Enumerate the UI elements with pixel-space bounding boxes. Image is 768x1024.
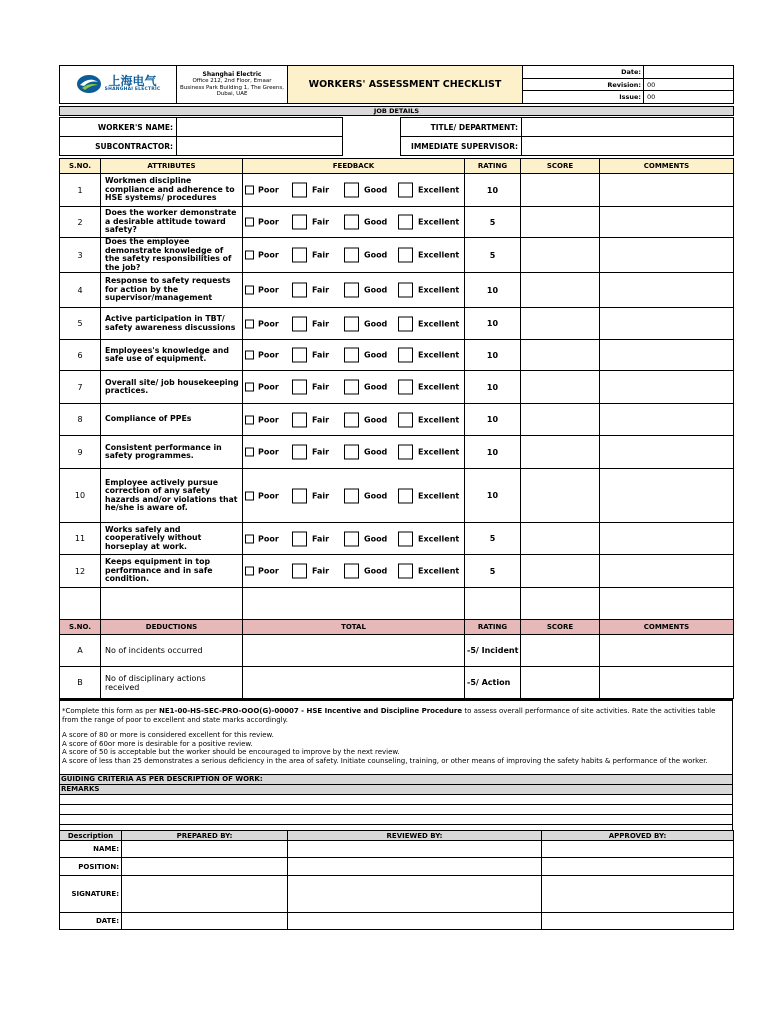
option-fair[interactable]: Fair xyxy=(292,215,329,230)
row-score-field[interactable] xyxy=(521,436,600,469)
row-sno: 12 xyxy=(60,555,101,588)
assessment-row xyxy=(60,436,734,469)
option-excellent[interactable]: Excellent xyxy=(398,283,459,298)
checkbox-fair-spacer[interactable] xyxy=(344,531,359,546)
deduction-comments-field[interactable] xyxy=(600,667,734,699)
row-comments-field[interactable] xyxy=(600,273,734,308)
row-feedback xyxy=(243,273,465,308)
option-fair[interactable]: Fair xyxy=(292,283,329,298)
row-attribute: Compliance of PPEs xyxy=(101,404,243,436)
option-poor[interactable]: Poor xyxy=(245,567,279,576)
row-score-field[interactable] xyxy=(521,308,600,340)
option-fair[interactable]: Fair xyxy=(292,316,329,331)
prepared-signature-field[interactable] xyxy=(122,876,288,913)
reviewed-date-field[interactable] xyxy=(288,913,542,930)
approved-by-header: APPROVED BY: xyxy=(542,831,734,841)
row-rating: 5 xyxy=(465,523,521,555)
row-comments-field[interactable] xyxy=(600,340,734,371)
row-comments-field[interactable] xyxy=(600,523,734,555)
checkbox-fair-spacer[interactable] xyxy=(344,316,359,331)
row-score-field[interactable] xyxy=(521,174,600,207)
checkbox-good-spacer[interactable] xyxy=(398,183,413,198)
checkbox-good-spacer[interactable] xyxy=(398,412,413,427)
row-rating: 10 xyxy=(465,436,521,469)
row-rating: 5 xyxy=(465,555,521,588)
revision-value[interactable]: 00 xyxy=(644,78,734,91)
row-comments-field[interactable] xyxy=(600,308,734,340)
option-excellent[interactable]: Excellent xyxy=(398,316,459,331)
row-score-field[interactable] xyxy=(521,273,600,308)
immediate-supervisor-field[interactable] xyxy=(522,137,734,156)
deductions-header-row xyxy=(60,620,734,635)
remarks-field[interactable] xyxy=(60,814,733,824)
checkbox-poor[interactable] xyxy=(245,491,254,500)
row-score-field[interactable] xyxy=(521,238,600,273)
row-attribute: Does the worker demonstrate a desirable attitude toward safety? xyxy=(101,207,243,238)
ded-col-sno: S.NO. xyxy=(60,620,101,635)
prepared-by-header: PREPARED BY: xyxy=(122,831,288,841)
option-fair[interactable]: Fair xyxy=(292,380,329,395)
guiding-criteria-label: GUIDING CRITERIA AS PER DESCRIPTION OF WORK: xyxy=(60,774,733,784)
instructions-note xyxy=(60,700,733,774)
checkbox-good-spacer[interactable] xyxy=(398,215,413,230)
option-excellent[interactable]: Excellent xyxy=(398,348,459,363)
option-poor[interactable]: Poor xyxy=(245,448,279,457)
assessment-row xyxy=(60,308,734,340)
option-fair[interactable]: Fair xyxy=(292,564,329,579)
option-excellent[interactable]: Excellent xyxy=(398,248,459,263)
notes-section xyxy=(59,699,733,830)
row-comments-field[interactable] xyxy=(600,469,734,523)
approved-position-field[interactable] xyxy=(542,858,734,876)
row-attribute: Overall site/ job housekeeping practices. xyxy=(101,371,243,404)
row-sno: 6 xyxy=(60,340,101,371)
checkbox-poor-spacer[interactable] xyxy=(292,248,307,263)
assessment-row xyxy=(60,238,734,273)
checkbox-good-spacer[interactable] xyxy=(398,564,413,579)
option-poor[interactable]: Poor xyxy=(245,218,279,227)
checkbox-poor[interactable] xyxy=(245,415,254,424)
checkbox-good-spacer[interactable] xyxy=(398,488,413,503)
row-sno: 10 xyxy=(60,469,101,523)
row-sno: 9 xyxy=(60,436,101,469)
option-fair[interactable]: Fair xyxy=(292,488,329,503)
option-excellent[interactable]: Excellent xyxy=(398,531,459,546)
name-label: NAME: xyxy=(60,841,122,858)
title-department-field[interactable] xyxy=(522,118,734,137)
workers-name-field[interactable] xyxy=(177,118,343,137)
checkbox-fair-spacer[interactable] xyxy=(344,564,359,579)
assessment-form xyxy=(59,65,733,930)
row-sno: 3 xyxy=(60,238,101,273)
form-header xyxy=(59,65,734,104)
approved-date-field[interactable] xyxy=(542,913,734,930)
option-excellent[interactable]: Excellent xyxy=(398,564,459,579)
row-feedback xyxy=(243,404,465,436)
option-excellent[interactable]: Excellent xyxy=(398,445,459,460)
option-fair[interactable]: Fair xyxy=(292,248,329,263)
option-poor[interactable]: Poor xyxy=(245,351,279,360)
assessment-row xyxy=(60,371,734,404)
row-feedback xyxy=(243,523,465,555)
option-excellent[interactable]: Excellent xyxy=(398,215,459,230)
assessment-row xyxy=(60,174,734,207)
checkbox-fair-spacer[interactable] xyxy=(344,283,359,298)
assessment-row xyxy=(60,273,734,308)
option-fair[interactable]: Fair xyxy=(292,183,329,198)
col-sno: S.NO. xyxy=(60,159,101,174)
row-attribute: Does the employee demonstrate knowledge of the safety responsibilities of the job? xyxy=(101,238,243,273)
checkbox-fair-spacer[interactable] xyxy=(344,348,359,363)
col-feedback: FEEDBACK xyxy=(243,159,465,174)
checkbox-fair-spacer[interactable] xyxy=(344,380,359,395)
row-rating: 10 xyxy=(465,340,521,371)
reviewed-name-field[interactable] xyxy=(288,841,542,858)
issue-label: Issue: xyxy=(523,91,644,104)
score-guide-3: A score of 50 is acceptable but the worker should be encouraged to improve by the next review. xyxy=(62,748,400,757)
row-score-field[interactable] xyxy=(521,555,600,588)
blank-row xyxy=(60,588,734,620)
row-rating: 5 xyxy=(465,238,521,273)
assessment-row xyxy=(60,469,734,523)
row-feedback xyxy=(243,555,465,588)
checkbox-good-spacer[interactable] xyxy=(398,531,413,546)
option-fair[interactable]: Fair xyxy=(292,412,329,427)
checkbox-poor-spacer[interactable] xyxy=(292,445,307,460)
company-address: Shanghai Electric Office 212, 2nd Floor, Emaar Business Park Building 1, The Greens, Dubai, UAE xyxy=(177,66,288,104)
approved-name-field[interactable] xyxy=(542,841,734,858)
description-header: Description xyxy=(60,831,122,841)
option-poor[interactable]: Poor xyxy=(245,186,279,195)
row-attribute: Response to safety requests for action by the supervisor/management xyxy=(101,273,243,308)
row-attribute: Active participation in TBT/ safety awareness discussions xyxy=(101,308,243,340)
option-good[interactable]: Good xyxy=(344,564,387,579)
row-sno: 2 xyxy=(60,207,101,238)
row-attribute: Employee actively pursue correction of any safety hazards and/or violations that he/she is aware of. xyxy=(101,469,243,523)
form-title: WORKERS' ASSESSMENT CHECKLIST xyxy=(288,66,523,104)
checkbox-fair-spacer[interactable] xyxy=(344,412,359,427)
score-guide-1: A score of 80 or more is considered excellent for this review. xyxy=(62,731,274,740)
row-feedback xyxy=(243,174,465,207)
reviewed-signature-field[interactable] xyxy=(288,876,542,913)
option-excellent[interactable]: Excellent xyxy=(398,412,459,427)
checkbox-poor-spacer[interactable] xyxy=(292,564,307,579)
row-attribute: Consistent performance in safety programmes. xyxy=(101,436,243,469)
deduction-row: A No of incidents occurred -5/ Incident xyxy=(60,635,734,667)
date-label-signoff: DATE: xyxy=(60,913,122,930)
assessment-table xyxy=(59,158,734,699)
checkbox-poor[interactable] xyxy=(245,319,254,328)
company-logo: 上海电气 SHANGHAI ELECTRIC xyxy=(60,66,177,104)
assessment-row xyxy=(60,523,734,555)
option-fair[interactable]: Fair xyxy=(292,531,329,546)
workers-name-label: WORKER'S NAME: xyxy=(60,118,177,137)
col-score: SCORE xyxy=(521,159,600,174)
checkbox-poor[interactable] xyxy=(245,286,254,295)
deduction-row: B No of disciplinary actions received -5/ Action xyxy=(60,667,734,699)
row-sno: 7 xyxy=(60,371,101,404)
option-fair[interactable]: Fair xyxy=(292,348,329,363)
row-rating: 10 xyxy=(465,174,521,207)
date-label: Date: xyxy=(523,66,644,79)
option-poor[interactable]: Poor xyxy=(245,286,279,295)
row-feedback xyxy=(243,340,465,371)
row-score-field[interactable] xyxy=(521,523,600,555)
row-feedback xyxy=(243,308,465,340)
checkbox-poor[interactable] xyxy=(245,218,254,227)
row-rating: 10 xyxy=(465,469,521,523)
ded-col-deductions: DEDUCTIONS xyxy=(101,620,243,635)
col-rating: RATING xyxy=(465,159,521,174)
checkbox-good-spacer[interactable] xyxy=(398,248,413,263)
row-feedback xyxy=(243,436,465,469)
option-good[interactable]: Good xyxy=(344,316,387,331)
checkbox-good-spacer[interactable] xyxy=(398,316,413,331)
row-sno: 8 xyxy=(60,404,101,436)
issue-value[interactable]: 00 xyxy=(644,91,734,104)
remarks-label: REMARKS xyxy=(60,784,733,794)
col-attributes: ATTRIBUTES xyxy=(101,159,243,174)
col-comments: COMMENTS xyxy=(600,159,734,174)
option-good[interactable]: Good xyxy=(344,348,387,363)
checkbox-poor-spacer[interactable] xyxy=(292,283,307,298)
row-attribute: Employees's knowledge and safe use of equipment. xyxy=(101,340,243,371)
checkbox-poor[interactable] xyxy=(245,351,254,360)
score-guide-2: A score of 60or more is desirable for a positive review. xyxy=(62,739,253,748)
checkbox-poor-spacer[interactable] xyxy=(292,531,307,546)
option-good[interactable]: Good xyxy=(344,531,387,546)
score-guide-4: A score of less than 25 demonstrates a serious deficiency in the area of safety. Initiate counseling, training, or other means of improving the safety habits & performance of the worker. xyxy=(62,757,708,766)
deduction-comments-field[interactable] xyxy=(600,635,734,667)
deduction-score-field[interactable] xyxy=(521,635,600,667)
prepared-name-field[interactable] xyxy=(122,841,288,858)
option-good[interactable]: Good xyxy=(344,183,387,198)
row-feedback xyxy=(243,207,465,238)
checkbox-good-spacer[interactable] xyxy=(398,380,413,395)
option-fair[interactable]: Fair xyxy=(292,445,329,460)
reviewed-by-header: REVIEWED BY: xyxy=(288,831,542,841)
assessment-row xyxy=(60,555,734,588)
procedure-reference: NE1-00-HS-SEC-PRO-OOO(G)-00007 - HSE Incentive and Discipline Procedure xyxy=(159,707,463,716)
row-score-field[interactable] xyxy=(521,404,600,436)
checkbox-poor[interactable] xyxy=(245,448,254,457)
subcontractor-field[interactable] xyxy=(177,137,343,156)
row-sno: 1 xyxy=(60,174,101,207)
checkbox-poor[interactable] xyxy=(245,567,254,576)
option-excellent[interactable]: Excellent xyxy=(398,183,459,198)
shanghai-electric-logo-icon xyxy=(76,74,102,94)
checkbox-fair-spacer[interactable] xyxy=(344,183,359,198)
row-rating: 10 xyxy=(465,371,521,404)
row-attribute: Works safely and cooperatively without horseplay at work. xyxy=(101,523,243,555)
row-score-field[interactable] xyxy=(521,207,600,238)
option-good[interactable]: Good xyxy=(344,283,387,298)
row-comments-field[interactable] xyxy=(600,436,734,469)
option-poor[interactable]: Poor xyxy=(245,415,279,424)
job-details-band: JOB DETAILS xyxy=(60,107,734,116)
checkbox-good-spacer[interactable] xyxy=(398,348,413,363)
row-comments-field[interactable] xyxy=(600,207,734,238)
checkbox-poor-spacer[interactable] xyxy=(292,380,307,395)
checkbox-poor[interactable] xyxy=(245,186,254,195)
checkbox-poor-spacer[interactable] xyxy=(292,316,307,331)
option-excellent[interactable]: Excellent xyxy=(398,380,459,395)
title-department-label: TITLE/ DEPARTMENT: xyxy=(401,118,522,137)
row-comments-field[interactable] xyxy=(600,404,734,436)
row-sno: 5 xyxy=(60,308,101,340)
row-sno: 11 xyxy=(60,523,101,555)
date-field[interactable] xyxy=(644,66,734,79)
checkbox-poor-spacer[interactable] xyxy=(292,183,307,198)
remarks-field[interactable] xyxy=(60,804,733,814)
row-rating: 5 xyxy=(465,207,521,238)
option-good[interactable]: Good xyxy=(344,488,387,503)
subcontractor-label: SUBCONTRACTOR: xyxy=(60,137,177,156)
option-poor[interactable]: Poor xyxy=(245,251,279,260)
assessment-row xyxy=(60,404,734,436)
remarks-field[interactable] xyxy=(60,794,733,804)
row-rating: 10 xyxy=(465,308,521,340)
checkbox-fair-spacer[interactable] xyxy=(344,488,359,503)
row-rating: 10 xyxy=(465,273,521,308)
option-excellent[interactable]: Excellent xyxy=(398,488,459,503)
row-feedback xyxy=(243,469,465,523)
row-attribute: Workmen discipline compliance and adherence to HSE systems/ procedures xyxy=(101,174,243,207)
prepared-date-field[interactable] xyxy=(122,913,288,930)
signature-label: SIGNATURE: xyxy=(60,876,122,913)
revision-label: Revision: xyxy=(523,78,644,91)
option-poor[interactable]: Poor xyxy=(245,534,279,543)
row-comments-field[interactable] xyxy=(600,174,734,207)
assessment-row xyxy=(60,207,734,238)
instructions-line: *Complete this form as per NE1-00-HS-SEC-PRO-OOO(G)-00007 - HSE Incentive and Discipline Procedure to assess overall performance of site activities. Rate the activities table from the range of poor to excellent and state marks accordingly. xyxy=(62,707,716,724)
row-feedback xyxy=(243,371,465,404)
assessment-header-row xyxy=(60,159,734,174)
row-sno: 4 xyxy=(60,273,101,308)
option-poor[interactable]: Poor xyxy=(245,383,279,392)
option-good[interactable]: Good xyxy=(344,215,387,230)
ded-col-rating: RATING xyxy=(465,620,521,635)
option-good[interactable]: Good xyxy=(344,380,387,395)
checkbox-fair-spacer[interactable] xyxy=(344,248,359,263)
checkbox-fair-spacer[interactable] xyxy=(344,215,359,230)
checkbox-fair-spacer[interactable] xyxy=(344,445,359,460)
immediate-supervisor-label: IMMEDIATE SUPERVISOR: xyxy=(401,137,522,156)
checkbox-poor-spacer[interactable] xyxy=(292,348,307,363)
ded-col-comments: COMMENTS xyxy=(600,620,734,635)
job-details xyxy=(59,106,734,156)
approved-signature-field[interactable] xyxy=(542,876,734,913)
checkbox-poor[interactable] xyxy=(245,383,254,392)
option-good[interactable]: Good xyxy=(344,248,387,263)
deduction-score-field[interactable] xyxy=(521,667,600,699)
row-comments-field[interactable] xyxy=(600,555,734,588)
row-comments-field[interactable] xyxy=(600,371,734,404)
row-attribute: Keeps equipment in top performance and in safe condition. xyxy=(101,555,243,588)
row-score-field[interactable] xyxy=(521,469,600,523)
checkbox-poor-spacer[interactable] xyxy=(292,215,307,230)
signoff-table xyxy=(59,830,734,930)
option-poor[interactable]: Poor xyxy=(245,319,279,328)
ded-col-total: TOTAL xyxy=(243,620,465,635)
checkbox-poor-spacer[interactable] xyxy=(292,412,307,427)
deduction-total-field[interactable] xyxy=(243,667,465,699)
checkbox-good-spacer[interactable] xyxy=(398,445,413,460)
option-good[interactable]: Good xyxy=(344,445,387,460)
row-feedback xyxy=(243,238,465,273)
row-score-field[interactable] xyxy=(521,340,600,371)
option-poor[interactable]: Poor xyxy=(245,491,279,500)
row-comments-field[interactable] xyxy=(600,238,734,273)
option-good[interactable]: Good xyxy=(344,412,387,427)
assessment-row xyxy=(60,340,734,371)
ded-col-score: SCORE xyxy=(521,620,600,635)
checkbox-poor[interactable] xyxy=(245,251,254,260)
reviewed-position-field[interactable] xyxy=(288,858,542,876)
prepared-position-field[interactable] xyxy=(122,858,288,876)
row-rating: 10 xyxy=(465,404,521,436)
deduction-total-field[interactable] xyxy=(243,635,465,667)
checkbox-poor-spacer[interactable] xyxy=(292,488,307,503)
checkbox-good-spacer[interactable] xyxy=(398,283,413,298)
row-score-field[interactable] xyxy=(521,371,600,404)
checkbox-poor[interactable] xyxy=(245,534,254,543)
position-label: POSITION: xyxy=(60,858,122,876)
